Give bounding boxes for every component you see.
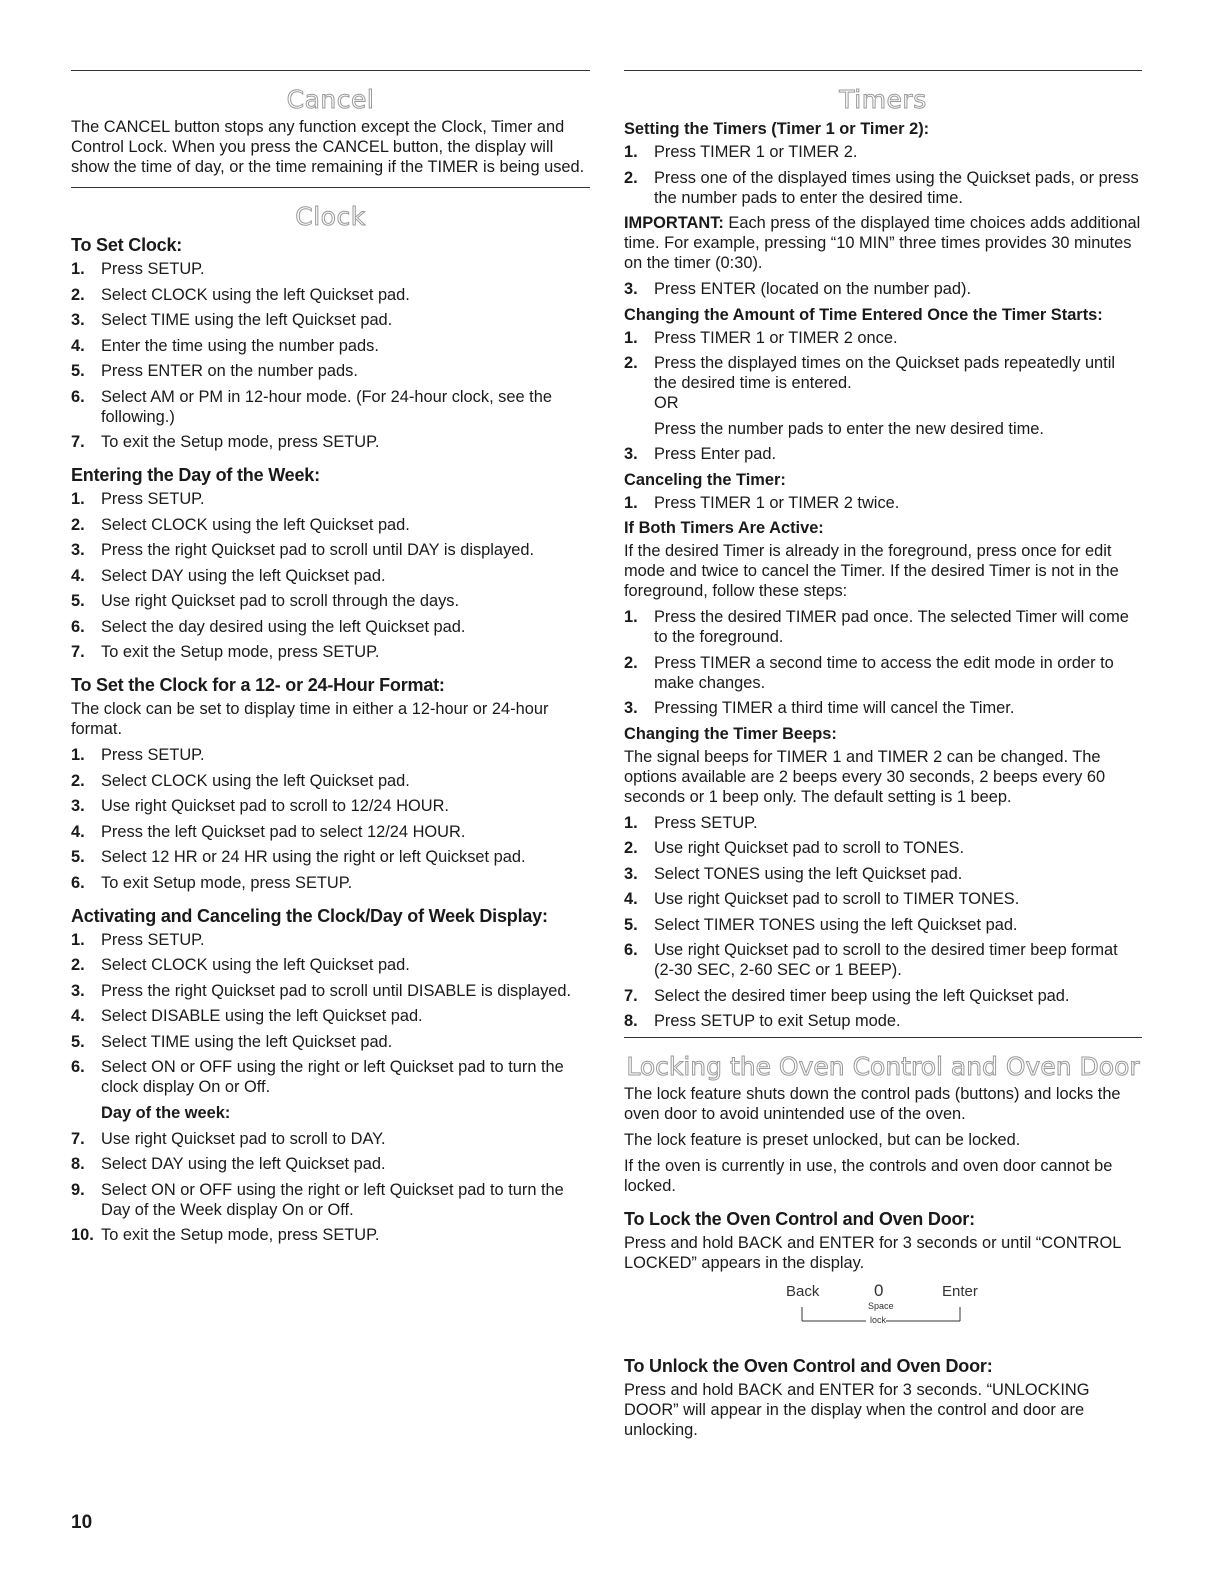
both-timers-heading: If Both Timers Are Active: bbox=[624, 519, 824, 537]
list-item: 5. Select TIME using the left Quickset pad. bbox=[71, 1032, 393, 1051]
list-item: 1. Press SETUP. bbox=[71, 260, 205, 278]
changing-amount-steps-cont bbox=[624, 444, 1142, 464]
space-key-label: Space bbox=[868, 1300, 894, 1311]
format-intro: The clock can be set to display time in either a 12-hour or 24-hour format. bbox=[71, 700, 549, 738]
alt-instruction: Press the number pads to enter the new desired time. bbox=[654, 419, 1044, 438]
day-of-week-steps bbox=[71, 489, 590, 662]
unlock-body: Press and hold BACK and ENTER for 3 seconds. “UNLOCKING DOOR” will appear in the display when the control and door are unlocking. bbox=[624, 1380, 1090, 1439]
setting-timers-steps-cont bbox=[624, 279, 1142, 299]
list-item: 1. Press SETUP. bbox=[71, 746, 205, 764]
timer-beeps-heading: Changing the Timer Beeps: bbox=[624, 724, 837, 743]
list-item: 5. Press ENTER on the number pads. bbox=[71, 362, 358, 380]
list-item: 1. Press SETUP. bbox=[71, 490, 205, 508]
list-item: 1. Press SETUP. bbox=[71, 930, 205, 949]
list-item: 7. Select the desired timer beep using the left Quickset pad. bbox=[624, 986, 1070, 1005]
list-item: 8. Select DAY using the left Quickset pad. bbox=[71, 1155, 386, 1173]
list-item: 3. Press ENTER (located on the number pad). bbox=[624, 280, 972, 298]
both-timers-intro: If the desired Timer is already in the foreground, press once for edit mode and twice to cancel the Timer. If the desired Timer is not in the foreground, follow these steps: bbox=[624, 542, 1119, 600]
list-item: 2. Select CLOCK using the left Quickset pad. bbox=[71, 285, 410, 304]
list-item: 4. Press the left Quickset pad to select 12/24 HOUR. bbox=[71, 822, 466, 841]
list-item: 2. Press one of the displayed times using the Quickset pads, or press the number pads to enter the desired time. bbox=[624, 168, 1139, 207]
locking-p3: If the oven is currently in use, the controls and oven door cannot be locked. bbox=[624, 1156, 1113, 1195]
list-item: 2. Select CLOCK using the left Quickset pad. bbox=[71, 956, 410, 974]
setting-timers-steps bbox=[624, 142, 1142, 208]
list-item: 7. Use right Quickset pad to scroll to DAY. bbox=[71, 1129, 386, 1148]
list-item: 3. Press the right Quickset pad to scroll until DAY is displayed. bbox=[71, 541, 535, 559]
canceling-timer-steps bbox=[624, 493, 1142, 513]
locking-p2: The lock feature is preset unlocked, but can be locked. bbox=[624, 1130, 1021, 1149]
list-item: 6. To exit Setup mode, press SETUP. bbox=[71, 873, 353, 892]
list-item: 3. Press Enter pad. bbox=[624, 445, 777, 463]
list-item: 7. To exit the Setup mode, press SETUP. bbox=[71, 433, 380, 451]
list-item: 2. Use right Quickset pad to scroll to TONES. bbox=[624, 839, 965, 857]
zero-key-label: 0 bbox=[874, 1280, 884, 1300]
list-item: 3. Select TIME using the left Quickset pad. bbox=[71, 311, 393, 329]
set-clock-steps bbox=[71, 259, 590, 452]
list-item: 6. Select AM or PM in 12-hour mode. (For 24-hour clock, see the following.) bbox=[71, 387, 552, 426]
list-item: 4. Select DISABLE using the left Quickset pad. bbox=[71, 1007, 423, 1025]
important-note: IMPORTANT: Each press of the displayed time choices adds additional time. For example, pressing “10 MIN” three times provides 30 minutes on the timer (0:30). bbox=[624, 214, 1141, 272]
lock-label: lock bbox=[870, 1314, 887, 1325]
list-item: 4. Select DAY using the left Quickset pad. bbox=[71, 566, 386, 585]
set-clock-heading: To Set Clock: bbox=[71, 235, 183, 255]
list-item: 4. Enter the time using the number pads. bbox=[71, 336, 379, 355]
both-timers-steps bbox=[624, 607, 1142, 718]
list-item: 2. Press the displayed times on the Quickset pads repeatedly until the desired time is entered. OR bbox=[624, 354, 1116, 412]
section-divider bbox=[624, 70, 1142, 71]
list-item: 1. Press SETUP. bbox=[624, 813, 758, 832]
day-of-week-subheading: Day of the week: bbox=[101, 1103, 231, 1122]
changing-amount-heading: Changing the Amount of Time Entered Once the Timer Starts: bbox=[624, 305, 1103, 324]
section-divider bbox=[71, 70, 590, 71]
list-item: 3. Press the right Quickset pad to scroll until DISABLE is displayed. bbox=[71, 981, 572, 1000]
back-key-label: Back bbox=[786, 1282, 820, 1300]
canceling-timer-heading: Canceling the Timer: bbox=[624, 470, 786, 489]
list-item: 2. Select CLOCK using the left Quickset pad. bbox=[71, 515, 410, 534]
locking-p1: The lock feature shuts down the control pads (buttons) and locks the oven door to avoid unintended use of the oven. bbox=[624, 1084, 1121, 1123]
format-heading: To Set the Clock for a 12- or 24-Hour Format: bbox=[71, 675, 445, 695]
list-item: 4. Use right Quickset pad to scroll to TIMER TONES. bbox=[624, 890, 1020, 908]
timer-beeps-steps bbox=[624, 813, 1142, 1032]
page-number: 10 bbox=[71, 1512, 93, 1533]
list-item: 6. Use right Quickset pad to scroll to the desired timer beep format (2-30 SEC, 2-60 SEC or 1 BEEP). bbox=[624, 941, 1118, 979]
lock-body: Press and hold BACK and ENTER for 3 seconds or until “CONTROL LOCKED” appears in the display. bbox=[624, 1233, 1121, 1272]
list-item: 5. Use right Quickset pad to scroll through the days. bbox=[71, 592, 460, 610]
setting-timers-heading: Setting the Timers (Timer 1 or Timer 2): bbox=[624, 120, 930, 138]
list-item: 3. Use right Quickset pad to scroll to 12/24 HOUR. bbox=[71, 797, 449, 815]
timer-beeps-intro: The signal beeps for TIMER 1 and TIMER 2 can be changed. The options available are 2 beeps every 30 seconds, 2 beeps every 60 seconds or 1 beep only. The default setting is 1 beep. bbox=[624, 747, 1106, 806]
list-item: 1. Press TIMER 1 or TIMER 2. bbox=[624, 143, 858, 161]
list-item: 1. Press TIMER 1 or TIMER 2 once. bbox=[624, 328, 898, 347]
day-of-week-heading: Entering the Day of the Week: bbox=[71, 465, 320, 485]
format-steps bbox=[71, 745, 590, 893]
list-item: 3. Select TONES using the left Quickset pad. bbox=[624, 864, 963, 883]
left-column bbox=[71, 70, 590, 1251]
display-heading: Activating and Canceling the Clock/Day of Week Display: bbox=[71, 905, 548, 926]
section-divider bbox=[71, 187, 590, 188]
list-item: 3. Pressing TIMER a third time will cancel the Timer. bbox=[624, 699, 1015, 717]
lock-heading: To Lock the Oven Control and Oven Door: bbox=[624, 1208, 975, 1229]
display-steps bbox=[71, 930, 590, 1098]
list-item: 5. Select TIMER TONES using the left Quickset pad. bbox=[624, 915, 1018, 934]
locking-section-title: Locking the Oven Control and Oven Door bbox=[626, 1051, 1140, 1081]
list-item: 10. To exit the Setup mode, press SETUP. bbox=[71, 1226, 380, 1244]
list-item: 2. Select CLOCK using the left Quickset pad. bbox=[71, 771, 410, 790]
list-item: 1. Press the desired TIMER pad once. The selected Timer will come to the foreground. bbox=[624, 608, 1129, 646]
list-item: 1. Press TIMER 1 or TIMER 2 twice. bbox=[624, 493, 900, 512]
lock-keypad-diagram bbox=[624, 1279, 1142, 1351]
section-divider bbox=[624, 1037, 1142, 1038]
list-item: 9. Select ON or OFF using the right or left Quickset pad to turn the Day of the Week display On or Off. bbox=[71, 1180, 564, 1219]
list-item: 8. Press SETUP to exit Setup mode. bbox=[624, 1012, 901, 1030]
cancel-section-title: Cancel bbox=[286, 85, 375, 114]
list-item: 7. To exit the Setup mode, press SETUP. bbox=[71, 643, 380, 661]
display-steps-day bbox=[71, 1129, 590, 1246]
cancel-body: The CANCEL button stops any function except the Clock, Timer and Control Lock. When you press the CANCEL button, the display will show the time of day, or the time remaining if the TIMER is being used. bbox=[71, 118, 585, 176]
list-item: 2. Press TIMER a second time to access the edit mode in order to make changes. bbox=[624, 653, 1114, 692]
list-item: 6. Select the day desired using the left Quickset pad. bbox=[71, 617, 466, 636]
list-item: 5. Select 12 HR or 24 HR using the right or left Quickset pad. bbox=[71, 848, 526, 866]
timers-section-title: Timers bbox=[839, 85, 927, 114]
clock-section-title: Clock bbox=[295, 202, 366, 231]
unlock-heading: To Unlock the Oven Control and Oven Door: bbox=[624, 1355, 993, 1376]
changing-amount-steps bbox=[624, 328, 1142, 414]
enter-key-label: Enter bbox=[942, 1282, 978, 1300]
right-column bbox=[624, 70, 1142, 1446]
list-item: 6. Select ON or OFF using the right or left Quickset pad to turn the clock display On or Off. bbox=[71, 1058, 564, 1096]
